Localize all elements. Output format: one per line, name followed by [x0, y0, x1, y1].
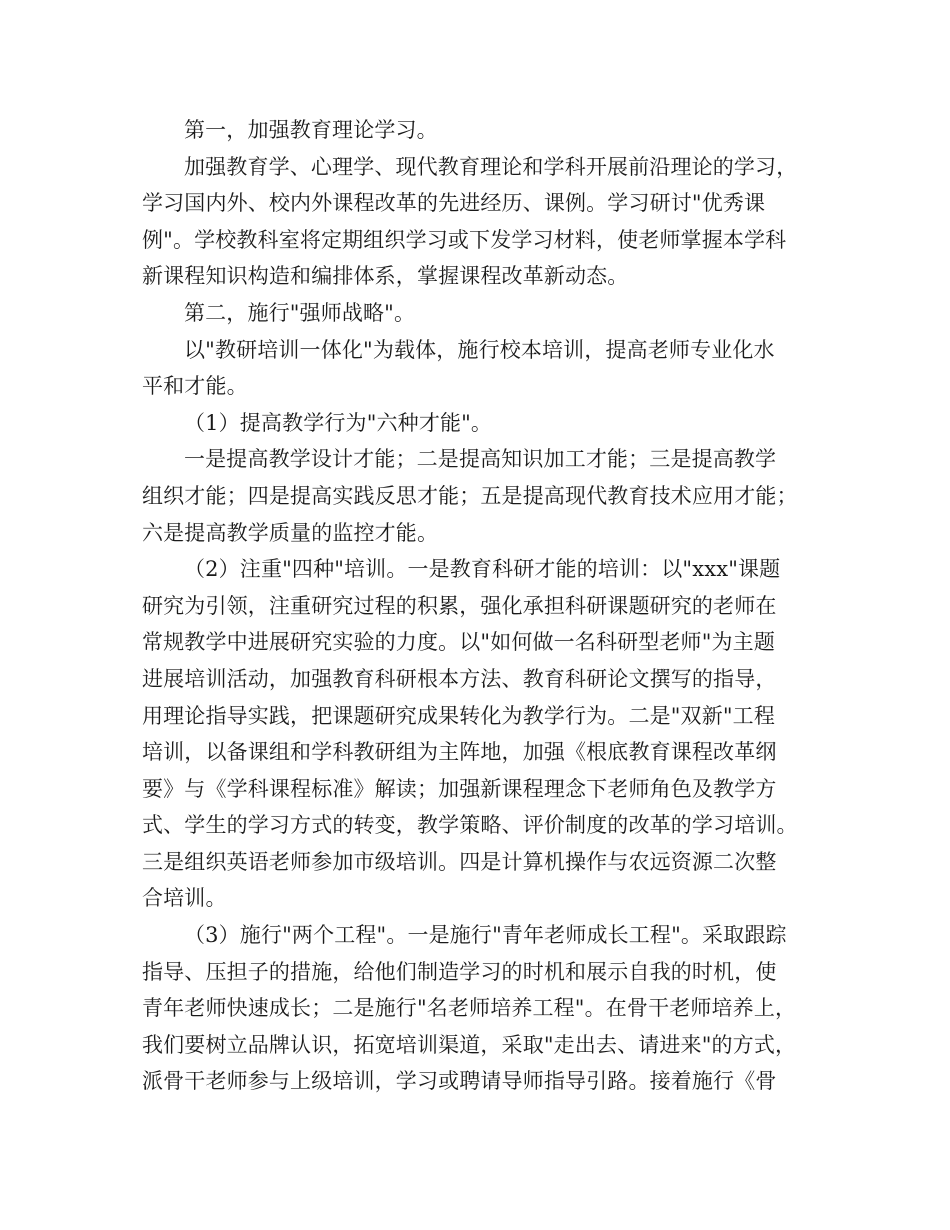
text-line: 第一，加强教育理论学习。: [184, 118, 438, 142]
text-line: 进展培训活动，加强教育科研根本方法、教育科研论文撰写的指导，: [142, 666, 777, 691]
text-line: 六是提高教学质量的监控才能。: [142, 520, 439, 545]
text-line: （2）注重"四种"培训。一是教育科研才能的培训：以"xxx"课题: [184, 557, 781, 582]
text-line: 新课程知识构造和编排体系，掌握课程改革新动态。: [142, 264, 629, 289]
text-line: 青年老师快速成长；二是施行"名老师培养工程"。在骨干老师培养上，: [142, 996, 797, 1021]
text-line: 培训，以备课组和学科教研组为主阵地，加强《根底教育课程改革纲: [142, 740, 777, 765]
text-line: 合培训。: [142, 886, 227, 911]
text-line: 研究为引领，注重研究过程的积累，强化承担科研课题研究的老师在: [142, 593, 777, 618]
text-line: 要》与《学科课程标准》解读；加强新课程理念下老师角色及教学方: [142, 776, 777, 801]
text-line: 例"。学校教科室将定期组织学习或下发学习材料，使老师掌握本学科: [142, 227, 787, 252]
text-line: 常规教学中进展研究实验的力度。以"如何做一名科研型老师"为主题: [142, 630, 775, 655]
text-line: 指导、压担子的措施，给他们制造学习的时机和展示自我的时机，使: [142, 959, 777, 984]
text-line: 第二，施行"强师战略"。: [184, 300, 416, 325]
text-line: 三是组织英语老师参加市级培训。四是计算机操作与农远资源二次整: [142, 849, 777, 874]
text-line: 学习国内外、校内外课程改革的先进经历、课例。学习研讨"优秀课: [142, 191, 766, 216]
text-line: 加强教育学、心理学、现代教育理论和学科开展前沿理论的学习，: [184, 154, 798, 179]
text-line: 一是提高教学设计才能；二是提高知识加工才能；三是提高教学: [184, 447, 777, 472]
text-line: 派骨干老师参与上级培训，学习或聘请导师指导引路。接着施行《骨: [142, 1069, 777, 1094]
text-line: 用理论指导实践，把课题研究成果转化为教学行为。二是"双新"工程: [142, 703, 775, 728]
text-line: 平和才能。: [142, 374, 248, 399]
document-body: [142, 112, 822, 1100]
text-line: （3）施行"两个工程"。一是施行"青年老师成长工程"。采取跟踪: [184, 923, 787, 948]
text-line: 我们要树立品牌认识，拓宽培训渠道，采取"走出去、请进来"的方式，: [142, 1032, 797, 1057]
text-line: 以"教研培训一体化"为载体，施行校本培训，提高老师专业化水: [184, 337, 775, 362]
text-line: 式、学生的学习方式的转变，教学策略、评价制度的改革的学习培训。: [142, 813, 798, 838]
text-line: 组织才能；四是提高实践反思才能；五是提高现代教育技术应用才能；: [142, 483, 798, 508]
text-line: （1）提高教学行为"六种才能"。: [184, 410, 493, 435]
